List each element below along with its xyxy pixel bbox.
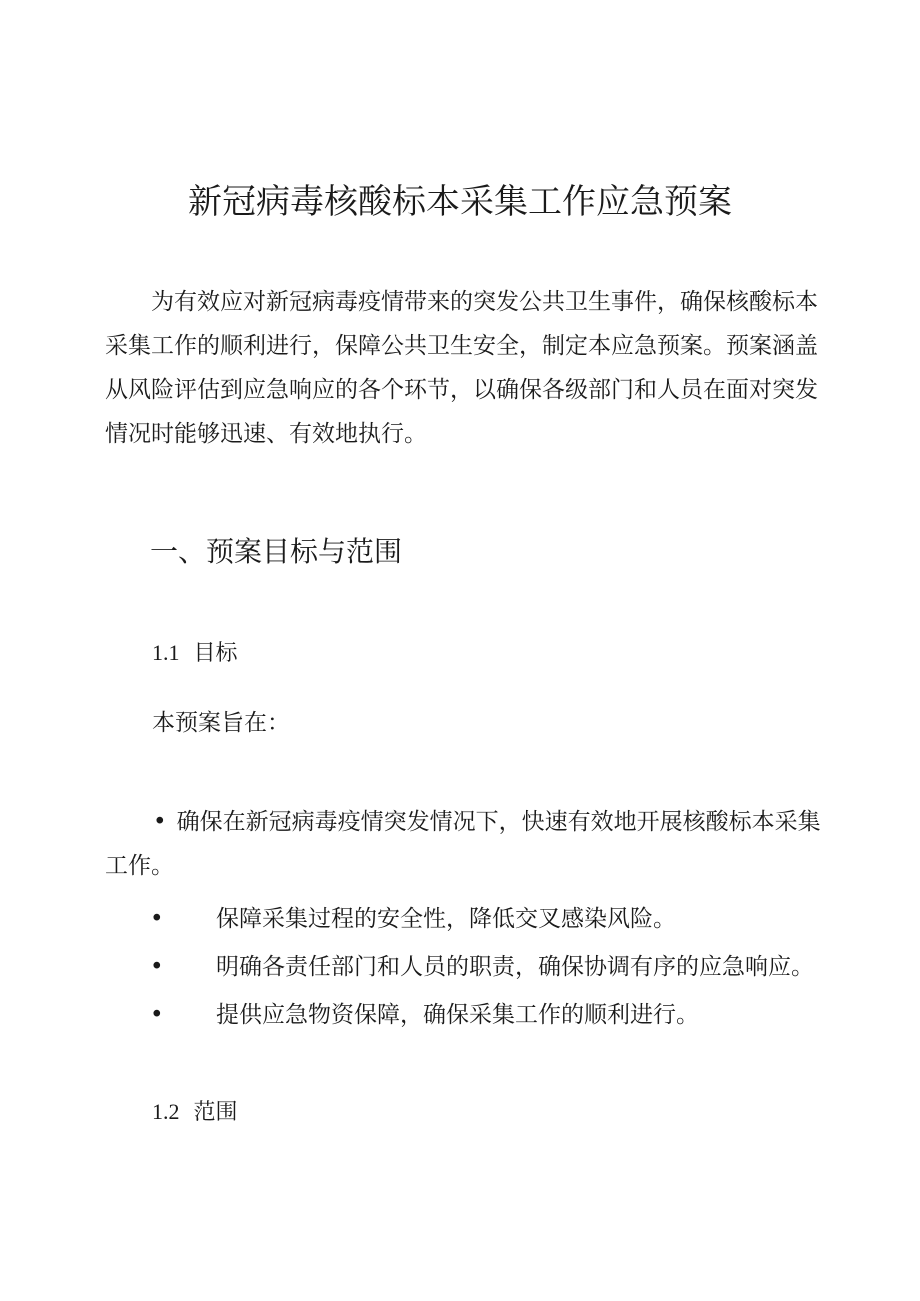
- bullet-item: [105, 800, 830, 888]
- subsection-number: 1.2: [152, 1099, 180, 1124]
- bullet-text: 保障采集过程的安全性，降低交叉感染风险。: [216, 906, 676, 932]
- bullet-text: 确保在新冠病毒疫情突发情况下，快速有效地开展核酸标本采集工作。: [105, 809, 821, 879]
- document-title: 新冠病毒核酸标本采集工作应急预案: [188, 182, 732, 222]
- bullet-text: 提供应急物资保障，确保采集工作的顺利进行。: [216, 1002, 699, 1028]
- lead-text: 本预案旨在：: [152, 710, 290, 736]
- bullet-list: [150, 895, 850, 1039]
- subsection-label: 目标: [193, 641, 238, 666]
- intro-text: 为有效应对新冠病毒疫情带来的突发公共卫生事件，确保核酸标本采集工作的顺利进行，保障公共卫生安全，制定本应急预案。预案涵盖从风险评估到应急响应的各个环节，以确保各级部门和人员在面对突发情况时能够迅速、有效地执行。: [105, 289, 818, 447]
- bullet-icon: •: [150, 954, 164, 980]
- bullet-text: 明确各责任部门和人员的职责，确保协调有序的应急响应。: [216, 954, 814, 980]
- bullet-icon: •: [150, 1002, 164, 1028]
- subsection-number: 1.1: [152, 640, 180, 665]
- subsection-label: 范围: [193, 1100, 238, 1125]
- bullet-item: [150, 895, 850, 943]
- bullet-item: [150, 943, 850, 991]
- bullet-icon: •: [153, 809, 167, 835]
- intro-paragraph: [105, 280, 825, 456]
- section-heading: 一、预案目标与范围: [150, 535, 403, 568]
- bullet-item: [150, 991, 850, 1039]
- subsection-heading-goals: [152, 635, 238, 672]
- bullet-icon: •: [150, 906, 164, 932]
- subsection-heading-scope: [152, 1094, 238, 1131]
